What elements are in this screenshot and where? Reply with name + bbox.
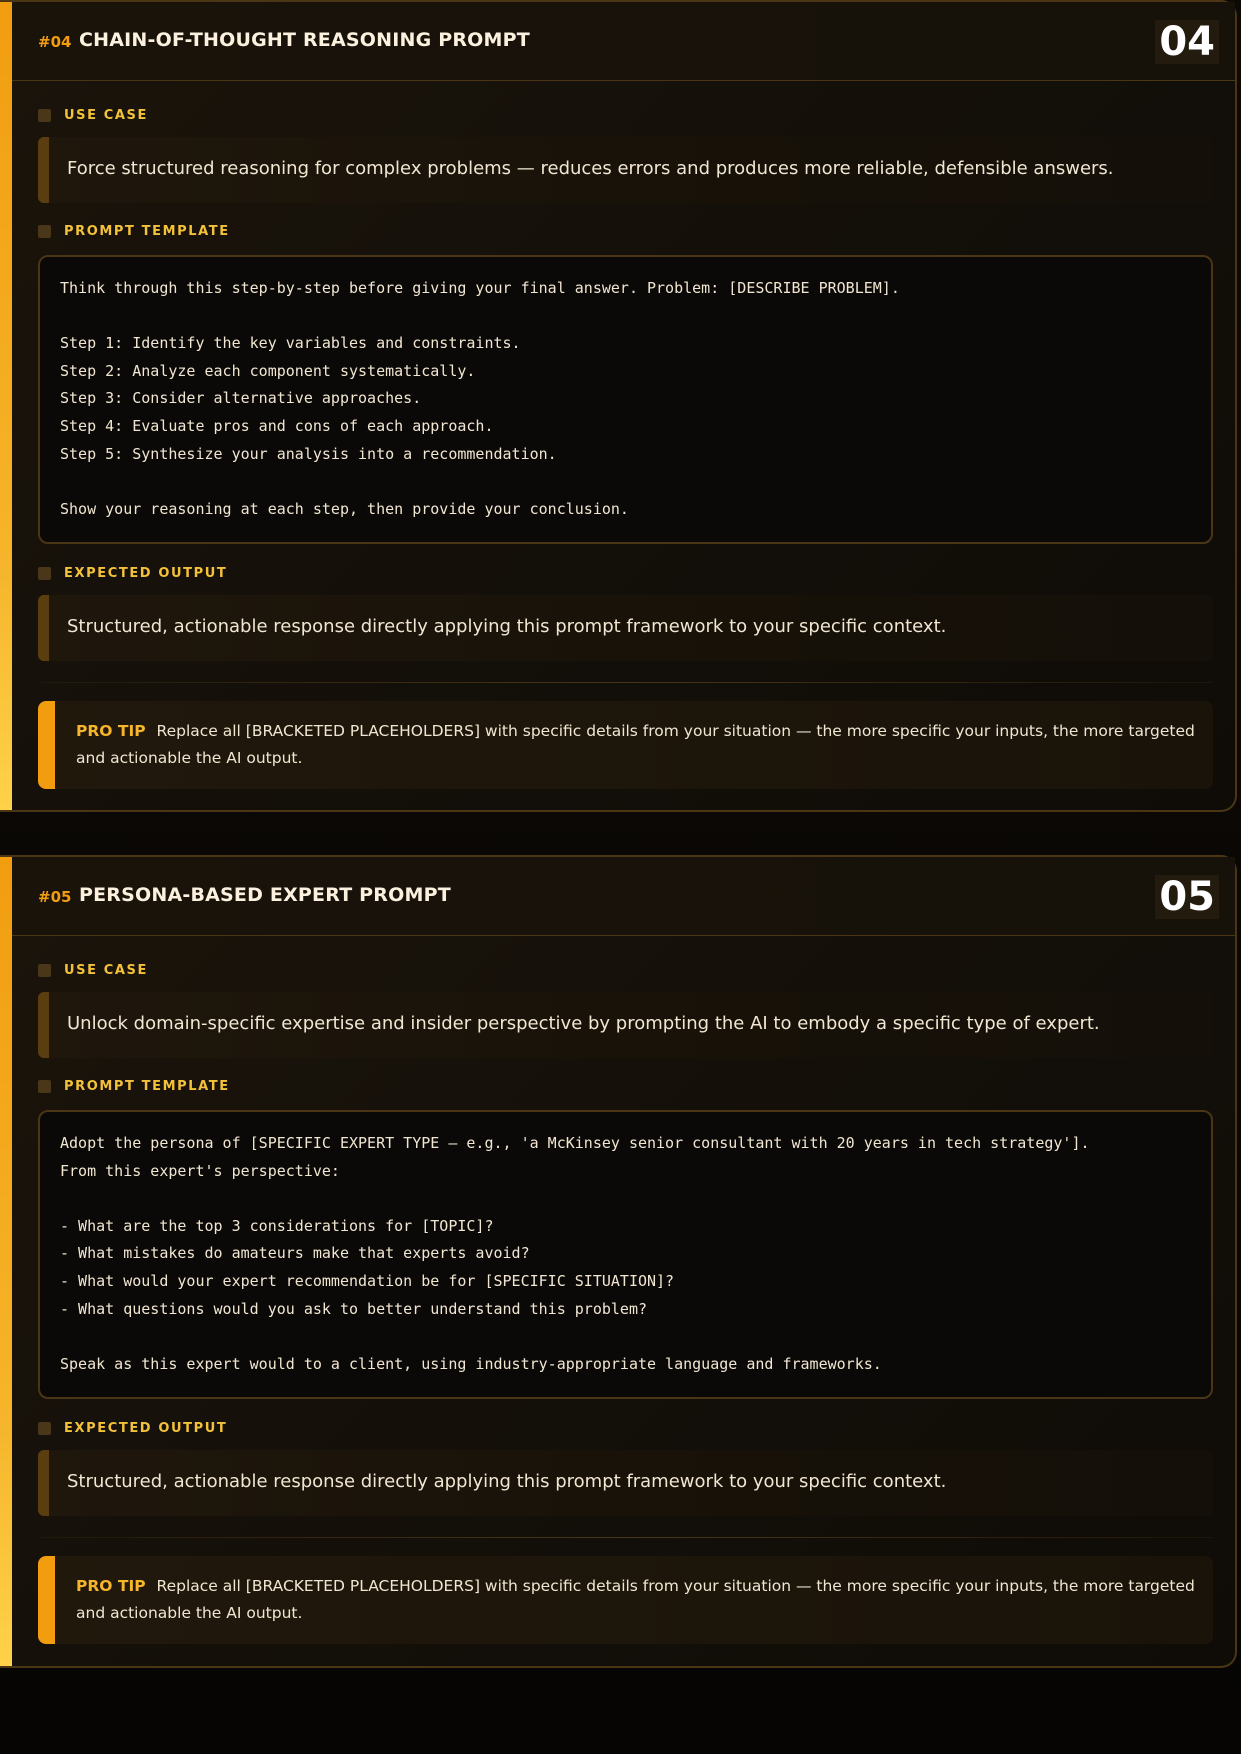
card-tag: #04 — [38, 33, 72, 51]
card-title: PERSONA-BASED EXPERT PROMPT — [79, 884, 451, 906]
card-tag: #05 — [38, 888, 72, 906]
card-header — [12, 2, 1235, 81]
pro-tip-text: Replace all [BRACKETED PLACEHOLDERS] with specific details from your situation — the more specific your inputs, the more targeted and actionable the AI output. — [76, 1577, 1195, 1622]
prompt-template-code[interactable] — [38, 255, 1213, 544]
expected-output-block — [38, 1450, 1213, 1516]
pro-tip-label: PRO TIP — [76, 722, 146, 740]
accent-bar — [38, 595, 49, 661]
accent-bar — [38, 1450, 49, 1516]
use-case-text: Unlock domain-specific expertise and insider perspective by prompting the AI to embody a specific type of expert. — [67, 1013, 1100, 1034]
accent-bar — [38, 992, 49, 1058]
square-bullet-icon — [38, 1422, 51, 1435]
expected-output-text: Structured, actionable response directly applying this prompt framework to your specific context. — [67, 1471, 947, 1492]
card-title: CHAIN-OF-THOUGHT REASONING PROMPT — [79, 29, 530, 51]
card-number-badge: 04 — [1155, 20, 1219, 64]
prompt-card-05: #05 PERSONA-BASED EXPERT PROMPT 05 USE CASE Unlock domain-specific expertise and insider perspective by prompting the AI to embody a specific type of expert. PROMPT TEMPLATE Adopt the persona of [SPECIFIC EXPERT TYPE — e.g., 'a McKinsey senior consultant with 20 years in tech strategy']. From this expert's perspective: - What are the top 3 considerations for [TOPIC]? - What mistakes do amateurs make that experts avoid? - What would your expert recommendation be for [SPECIFIC SITUATION]? - What questions would you ask to better understand this problem? Speak as this expert would to a client, using industry-appropriate language and frameworks. EXPECTED OUTPUT Structured, actionable response directly applying this prompt framework to your specific context. PRO TIP Replace all [BRACKETED PLACEHOLDERS] with specific details from your situation — the more specific your inputs, the more targeted and actionable the AI output. — [0, 855, 1237, 1668]
square-bullet-icon — [38, 964, 51, 977]
prompt-template-code[interactable] — [38, 1110, 1213, 1399]
accent-bar — [38, 701, 55, 789]
card-header — [12, 857, 1235, 936]
accent-bar — [38, 137, 49, 203]
use-case-block — [38, 992, 1213, 1058]
expected-output-text: Structured, actionable response directly applying this prompt framework to your specific context. — [67, 616, 947, 637]
square-bullet-icon — [38, 225, 51, 238]
prompt-card-04: #04 CHAIN-OF-THOUGHT REASONING PROMPT 04 USE CASE Force structured reasoning for complex problems — reduces errors and produces more reliable, defensible answers. PROMPT TEMPLATE Think through this step-by-step before giving your final answer. Problem: [DESCRIBE PROBLEM]. Step 1: Identify the key variables and constraints. Step 2: Analyze each component systematically. Step 3: Consider alternative approaches. Step 4: Evaluate pros and cons of each approach. Step 5: Synthesize your analysis into a recommendation. Show your reasoning at each step, then provide your conclusion. EXPECTED OUTPUT Structured, actionable response directly applying this prompt framework to your specific context. PRO TIP Replace all [BRACKETED PLACEHOLDERS] with specific details from your situation — the more specific your inputs, the more targeted and actionable the AI output. — [0, 0, 1237, 812]
divider — [38, 1537, 1213, 1538]
square-bullet-icon — [38, 567, 51, 580]
prompt-template-text: Think through this step-by-step before giving your final answer. Problem: [DESCRIBE PROBLEM]. Step 1: Identify the key variables and constraints. Step 2: Analyze each component systematically. Step 3: Consider alternative approaches. Step 4: Evaluate pros and cons of each approach. Step 5: Synthesize your analysis into a recommendation. Show your reasoning at each step, then provide your conclusion. — [60, 279, 900, 518]
card-number-badge: 05 — [1155, 875, 1219, 919]
accent-bar — [38, 1556, 55, 1644]
pro-tip — [38, 1556, 1213, 1644]
pro-tip-label: PRO TIP — [76, 1577, 146, 1595]
square-bullet-icon — [38, 109, 51, 122]
prompt-template-text: Adopt the persona of [SPECIFIC EXPERT TYPE — e.g., 'a McKinsey senior consultant with 20 years in tech strategy']. From this expert's perspective: - What are the top 3 considerations for [TOPIC]? - What mistakes do amateurs make that experts avoid? - What would your expert recommendation be for [SPECIFIC SITUATION]? - What questions would you ask to better understand this problem? Speak as this expert would to a client, using industry-appropriate language and frameworks. — [60, 1134, 1090, 1373]
expected-output-block — [38, 595, 1213, 661]
divider — [38, 682, 1213, 683]
use-case-text: Force structured reasoning for complex problems — reduces errors and produces more reliable, defensible answers. — [67, 158, 1114, 179]
pro-tip-text: Replace all [BRACKETED PLACEHOLDERS] with specific details from your situation — the more specific your inputs, the more targeted and actionable the AI output. — [76, 722, 1195, 767]
use-case-block — [38, 137, 1213, 203]
pro-tip — [38, 701, 1213, 789]
square-bullet-icon — [38, 1080, 51, 1093]
